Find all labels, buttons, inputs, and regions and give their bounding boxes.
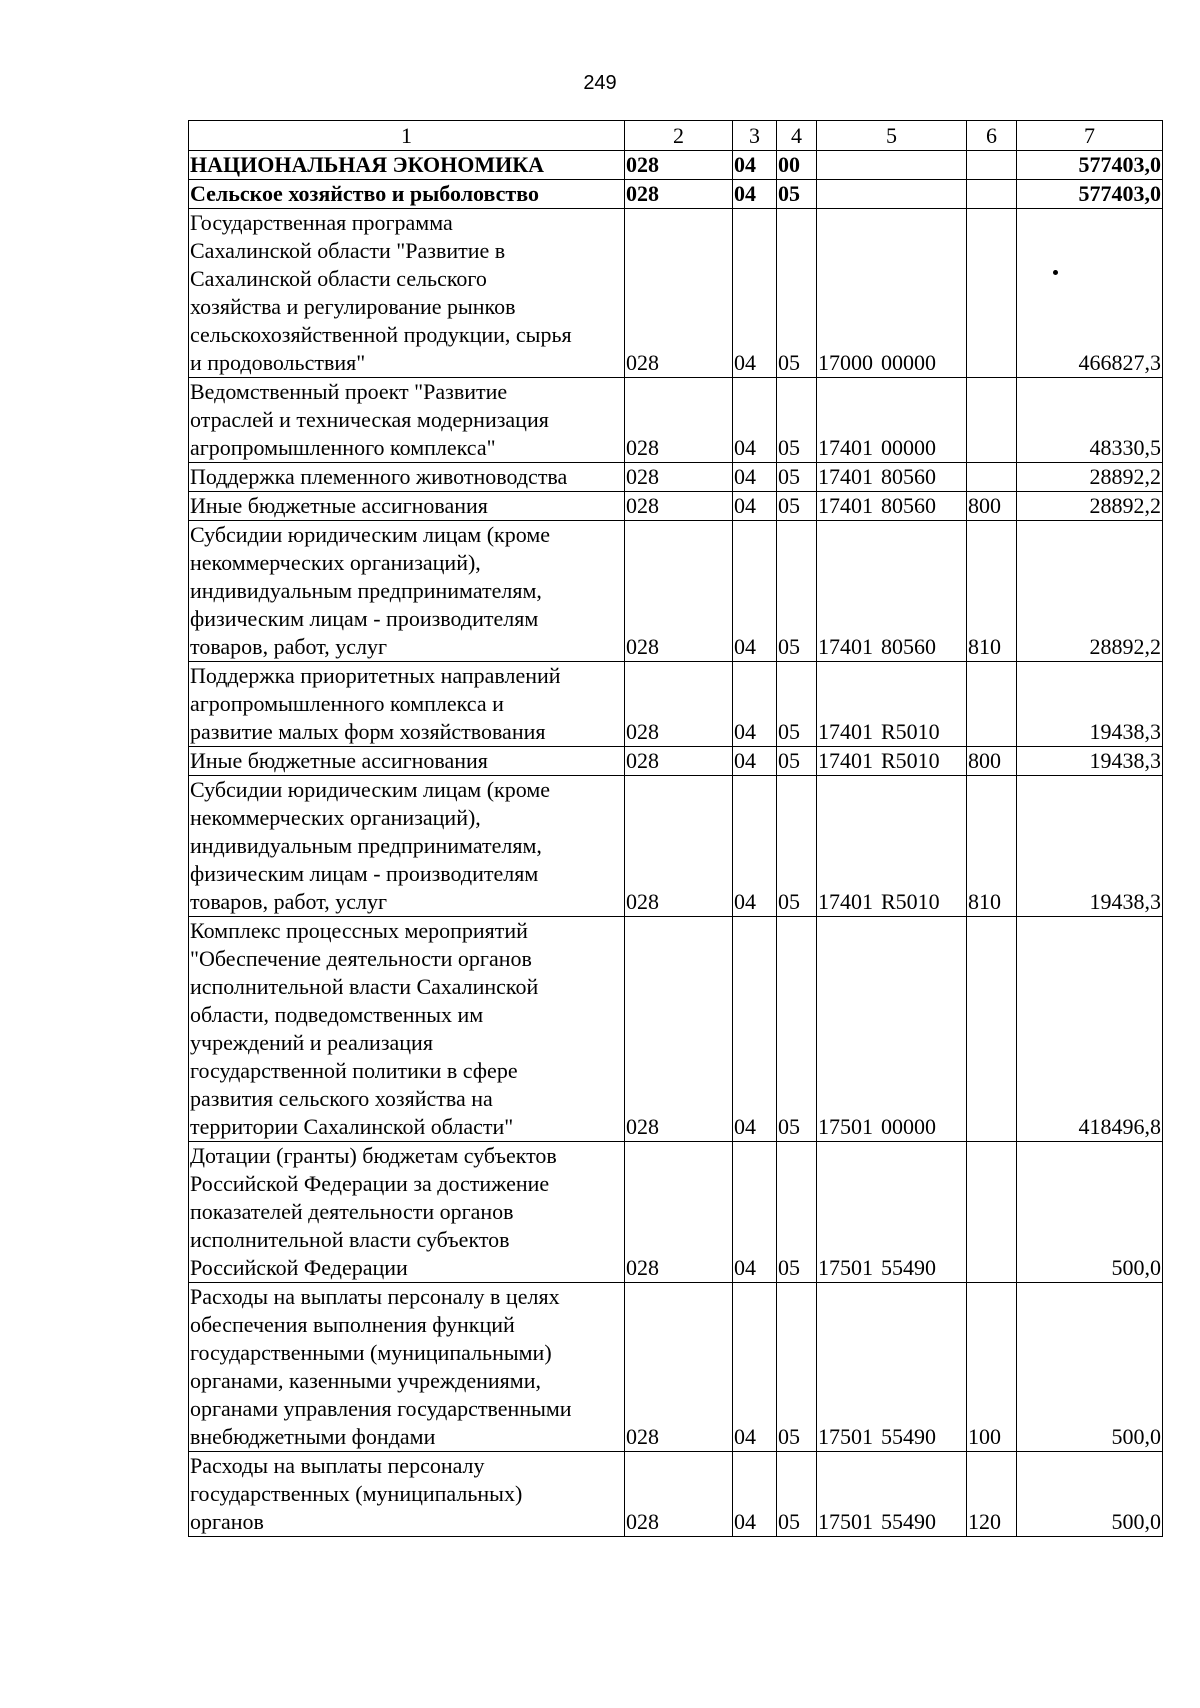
target-article-part-2: 80560 — [881, 464, 936, 489]
row-subsection-cell: 05 — [777, 776, 817, 917]
target-article-part-2: 55490 — [881, 1424, 936, 1449]
header-col-7: 7 — [1017, 121, 1163, 151]
row-expense-type-cell — [967, 917, 1017, 1142]
row-name-cell: Расходы на выплаты персоналу государственных (муниципальных) органов — [189, 1452, 625, 1537]
target-article-part-1: 17501 — [818, 1424, 873, 1449]
row-code-cell: 028 — [625, 378, 733, 463]
row-code-cell: 028 — [625, 747, 733, 776]
row-code-cell: 028 — [625, 1142, 733, 1283]
row-name-cell: Дотации (гранты) бюджетам субъектов Российской Федерации за достижение показателей деятельности органов исполнительной власти субъектов Российской Федерации — [189, 1142, 625, 1283]
row-code-cell: 028 — [625, 151, 733, 180]
row-name-cell: Субсидии юридическим лицам (кроме некоммерческих организаций), индивидуальным предпринимателям, физическим лицам - производителям товаров, работ, услуг — [189, 776, 625, 917]
row-subsection-cell: 05 — [777, 1452, 817, 1537]
row-amount-cell: 500,0 — [1017, 1283, 1163, 1452]
table-row — [189, 151, 1163, 180]
row-target-article-cell — [817, 180, 967, 209]
row-section-cell: 04 — [733, 151, 777, 180]
row-code-cell: 028 — [625, 917, 733, 1142]
table-row — [189, 521, 1163, 662]
target-article-part-1: 17501 — [818, 1255, 873, 1280]
row-target-article-cell — [817, 747, 967, 776]
row-amount-cell: 19438,3 — [1017, 662, 1163, 747]
row-section-cell: 04 — [733, 378, 777, 463]
budget-table — [188, 120, 1163, 1537]
row-section-cell: 04 — [733, 463, 777, 492]
table-row — [189, 747, 1163, 776]
header-col-3: 3 — [733, 121, 777, 151]
row-name-cell: Субсидии юридическим лицам (кроме некоммерческих организаций), индивидуальным предпринимателям, физическим лицам - производителям товаров, работ, услуг — [189, 521, 625, 662]
row-name-cell: Иные бюджетные ассигнования — [189, 747, 625, 776]
row-expense-type-cell — [967, 151, 1017, 180]
target-article-part-2: R5010 — [881, 748, 940, 773]
row-name-cell: Государственная программа Сахалинской области "Развитие в Сахалинской области сельского хозяйства и регулирование рынков сельскохозяйственной продукции, сырья и продовольствия" — [189, 209, 625, 378]
table-row — [189, 492, 1163, 521]
target-article-part-1: 17501 — [818, 1114, 873, 1139]
row-expense-type-cell — [967, 662, 1017, 747]
row-target-article-cell — [817, 1142, 967, 1283]
row-target-article-cell — [817, 521, 967, 662]
target-article-part-1: 17401 — [818, 634, 873, 659]
row-code-cell: 028 — [625, 180, 733, 209]
row-name-cell: Иные бюджетные ассигнования — [189, 492, 625, 521]
row-name-cell: Поддержка племенного животноводства — [189, 463, 625, 492]
row-name-cell: Сельское хозяйство и рыболовство — [189, 180, 625, 209]
row-name-cell: Ведомственный проект "Развитие отраслей и техническая модернизация агропромышленного комплекса" — [189, 378, 625, 463]
row-code-cell: 028 — [625, 776, 733, 917]
row-target-article-cell — [817, 463, 967, 492]
table-row — [189, 1142, 1163, 1283]
row-expense-type-cell: 800 — [967, 492, 1017, 521]
row-target-article-cell — [817, 492, 967, 521]
row-section-cell: 04 — [733, 180, 777, 209]
row-name-cell: Расходы на выплаты персоналу в целях обеспечения выполнения функций государственными (муниципальными) органами, казенными учреждениями, органами управления государственными внебюджетными фондами — [189, 1283, 625, 1452]
row-subsection-cell: 05 — [777, 1283, 817, 1452]
row-expense-type-cell: 810 — [967, 521, 1017, 662]
target-article-part-1: 17401 — [818, 748, 873, 773]
row-expense-type-cell — [967, 463, 1017, 492]
table-body — [189, 151, 1163, 1537]
row-name-cell: НАЦИОНАЛЬНАЯ ЭКОНОМИКА — [189, 151, 625, 180]
row-amount-cell: 418496,8 — [1017, 917, 1163, 1142]
row-amount-cell: 19438,3 — [1017, 747, 1163, 776]
row-target-article-cell — [817, 662, 967, 747]
row-amount-cell: 466827,3 — [1017, 209, 1163, 378]
row-subsection-cell: 05 — [777, 521, 817, 662]
target-article-part-1: 17401 — [818, 464, 873, 489]
table-row — [189, 463, 1163, 492]
row-target-article-cell — [817, 917, 967, 1142]
row-code-cell: 028 — [625, 209, 733, 378]
table-row — [189, 1452, 1163, 1537]
target-article-part-1: 17401 — [818, 719, 873, 744]
header-col-1: 1 — [189, 121, 625, 151]
row-amount-cell: 577403,0 — [1017, 180, 1163, 209]
table-row — [189, 662, 1163, 747]
row-subsection-cell: 05 — [777, 378, 817, 463]
table-row — [189, 1283, 1163, 1452]
row-section-cell: 04 — [733, 492, 777, 521]
row-section-cell: 04 — [733, 521, 777, 662]
row-section-cell: 04 — [733, 1452, 777, 1537]
target-article-part-2: 55490 — [881, 1255, 936, 1280]
target-article-part-2: 00000 — [881, 435, 936, 460]
target-article-part-1: 17401 — [818, 889, 873, 914]
row-expense-type-cell — [967, 180, 1017, 209]
table-row — [189, 209, 1163, 378]
row-target-article-cell — [817, 378, 967, 463]
row-target-article-cell — [817, 151, 967, 180]
row-section-cell: 04 — [733, 1142, 777, 1283]
row-expense-type-cell: 120 — [967, 1452, 1017, 1537]
header-col-5: 5 — [817, 121, 967, 151]
row-target-article-cell — [817, 1283, 967, 1452]
row-section-cell: 04 — [733, 776, 777, 917]
row-subsection-cell: 05 — [777, 180, 817, 209]
row-expense-type-cell: 100 — [967, 1283, 1017, 1452]
header-col-4: 4 — [777, 121, 817, 151]
row-amount-cell: 500,0 — [1017, 1452, 1163, 1537]
row-target-article-cell — [817, 776, 967, 917]
row-section-cell: 04 — [733, 917, 777, 1142]
row-name-cell: Комплекс процессных мероприятий "Обеспечение деятельности органов исполнительной власти Сахалинской области, подведомственных им учреждений и реализация государственной политики в сфере развития сельского хозяйства на территории Сахалинской области" — [189, 917, 625, 1142]
table-row — [189, 180, 1163, 209]
row-code-cell: 028 — [625, 662, 733, 747]
row-amount-cell: 28892,2 — [1017, 521, 1163, 662]
row-target-article-cell — [817, 1452, 967, 1537]
row-name-cell: Поддержка приоритетных направлений агропромышленного комплекса и развитие малых форм хозяйствования — [189, 662, 625, 747]
row-section-cell: 04 — [733, 1283, 777, 1452]
row-amount-cell: 28892,2 — [1017, 492, 1163, 521]
scan-speck — [1053, 270, 1058, 275]
target-article-part-1: 17501 — [818, 1509, 873, 1534]
page-number: 249 — [583, 72, 617, 94]
row-section-cell: 04 — [733, 209, 777, 378]
target-article-part-1: 17000 — [818, 350, 873, 375]
header-col-2: 2 — [625, 121, 733, 151]
target-article-part-1: 17401 — [818, 435, 873, 460]
row-section-cell: 04 — [733, 747, 777, 776]
row-amount-cell: 500,0 — [1017, 1142, 1163, 1283]
target-article-part-2: 00000 — [881, 350, 936, 375]
row-subsection-cell: 05 — [777, 662, 817, 747]
table-row — [189, 776, 1163, 917]
target-article-part-2: R5010 — [881, 719, 940, 744]
row-expense-type-cell — [967, 1142, 1017, 1283]
table-row — [189, 917, 1163, 1142]
row-code-cell: 028 — [625, 521, 733, 662]
row-amount-cell: 19438,3 — [1017, 776, 1163, 917]
row-expense-type-cell: 810 — [967, 776, 1017, 917]
row-subsection-cell: 05 — [777, 209, 817, 378]
row-expense-type-cell — [967, 378, 1017, 463]
target-article-part-2: 80560 — [881, 493, 936, 518]
row-section-cell: 04 — [733, 662, 777, 747]
row-code-cell: 028 — [625, 1283, 733, 1452]
row-subsection-cell: 05 — [777, 747, 817, 776]
row-subsection-cell: 05 — [777, 492, 817, 521]
row-expense-type-cell: 800 — [967, 747, 1017, 776]
row-amount-cell: 48330,5 — [1017, 378, 1163, 463]
row-code-cell: 028 — [625, 492, 733, 521]
row-amount-cell: 577403,0 — [1017, 151, 1163, 180]
row-code-cell: 028 — [625, 463, 733, 492]
row-subsection-cell: 05 — [777, 463, 817, 492]
row-target-article-cell — [817, 209, 967, 378]
row-code-cell: 028 — [625, 1452, 733, 1537]
target-article-part-2: 55490 — [881, 1509, 936, 1534]
target-article-part-2: 80560 — [881, 634, 936, 659]
row-subsection-cell: 05 — [777, 917, 817, 1142]
table-row — [189, 378, 1163, 463]
header-col-6: 6 — [967, 121, 1017, 151]
target-article-part-1: 17401 — [818, 493, 873, 518]
target-article-part-2: R5010 — [881, 889, 940, 914]
row-amount-cell: 28892,2 — [1017, 463, 1163, 492]
row-expense-type-cell — [967, 209, 1017, 378]
row-subsection-cell: 00 — [777, 151, 817, 180]
header-row — [189, 121, 1163, 151]
target-article-part-2: 00000 — [881, 1114, 936, 1139]
row-subsection-cell: 05 — [777, 1142, 817, 1283]
